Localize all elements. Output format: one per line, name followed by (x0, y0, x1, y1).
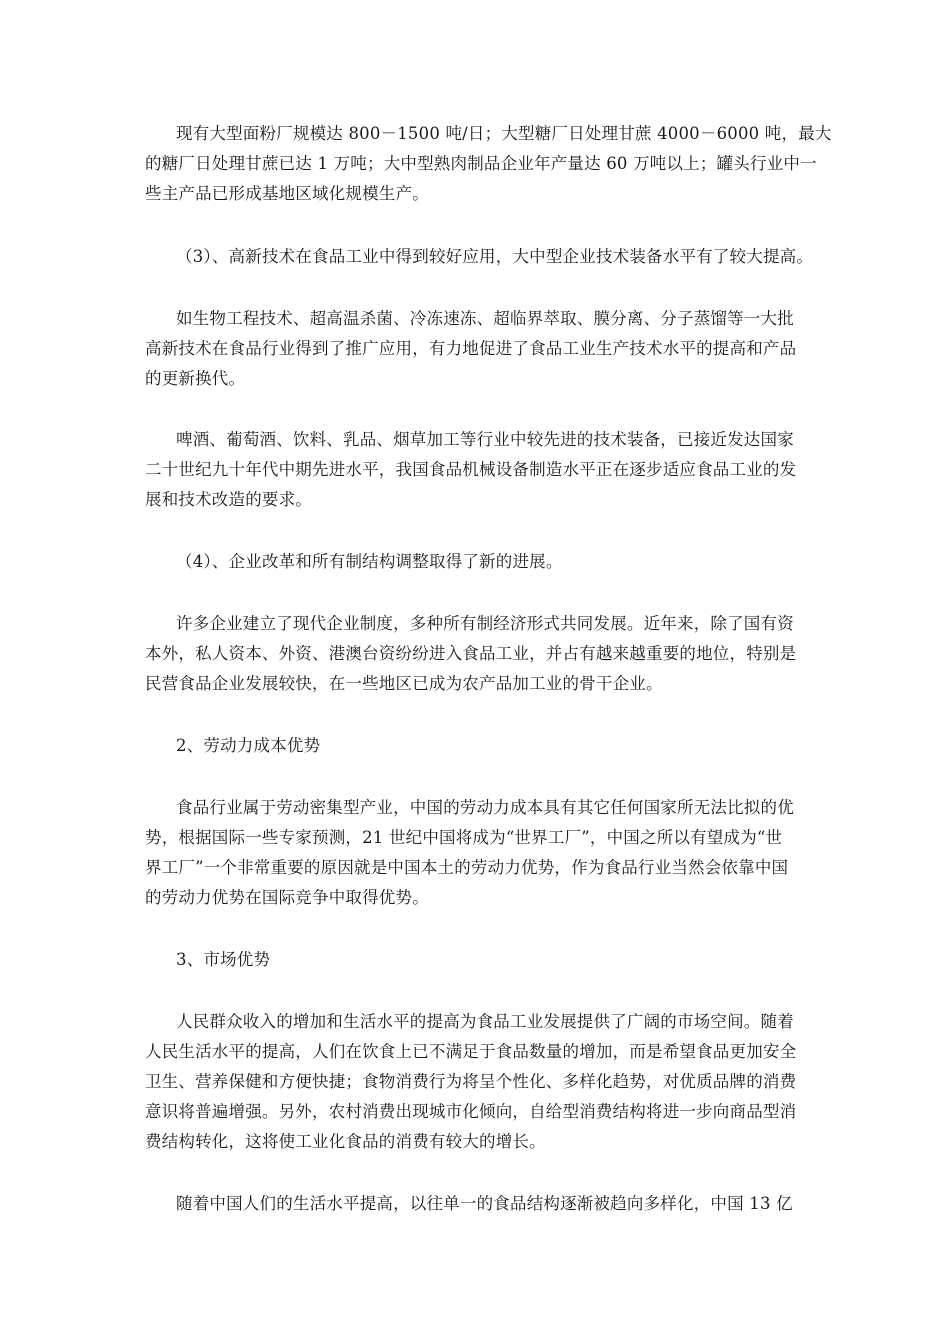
paragraph-line: 人民生活水平的提高，人们在饮食上已不满足于食品数量的增加，而是希望食品更加安全 (145, 1042, 797, 1061)
paragraph-line: 本外，私人资本、外资、港澳台资纷纷进入食品工业，并占有越来越重要的地位，特别是 (145, 644, 797, 663)
paragraph-line: 的劳动力优势在国际竞争中取得优势。 (145, 888, 429, 907)
paragraph-line: 二十世纪九十年代中期先进水平，我国食品机械设备制造水平正在逐步适应食品工业的发 (145, 460, 797, 479)
section-heading: （4）、企业改革和所有制结构调整取得了新的进展。 (176, 552, 563, 571)
paragraph-line: 卫生、营养保健和方便快捷；食物消费行为将呈个性化、多样化趋势，对优质品牌的消费 (145, 1072, 797, 1091)
section-heading: 3、市场优势 (176, 950, 271, 969)
paragraph-line: 如生物工程技术、超高温杀菌、冷冻速冻、超临界萃取、膜分离、分子蒸馏等一大批 (176, 309, 794, 328)
section-heading: （3）、高新技术在食品工业中得到较好应用，大中型企业技术装备水平有了较大提高。 (176, 247, 814, 266)
paragraph-line: 的糖厂日处理甘蔗已达 1 万吨；大中型熟肉制品企业年产量达 60 万吨以上；罐头行业中一 (145, 154, 817, 173)
paragraph-line: 许多企业建立了现代企业制度，多种所有制经济形式共同发展。近年来，除了国有资 (176, 614, 794, 633)
paragraph-line: 现有大型面粉厂规模达 800－1500 吨/日；大型糖厂日处理甘蔗 4000－6000 吨，最大 (176, 124, 832, 143)
paragraph-line: 意识将普遍增强。另外，农村消费出现城市化倾向，自给型消费结构将进一步向商品型消 (145, 1102, 797, 1121)
paragraph-line: 势，根据国际一些专家预测，21 世纪中国将成为“世界工厂”，中国之所以有望成为“世 (145, 828, 783, 847)
paragraph-line: 的更新换代。 (145, 369, 246, 388)
paragraph-line: 啤酒、葡萄酒、饮料、乳品、烟草加工等行业中较先进的技术装备，已接近发达国家 (176, 430, 794, 449)
paragraph-line: 民营食品企业发展较快，在一些地区已成为农产品加工业的骨干企业。 (145, 674, 663, 693)
paragraph-line: 高新技术在食品行业得到了推广应用，有力地促进了食品工业生产技术水平的提高和产品 (145, 339, 797, 358)
paragraph-line: 食品行业属于劳动密集型产业，中国的劳动力成本具有其它任何国家所无法比拟的优 (176, 798, 794, 817)
paragraph-line: 人民群众收入的增加和生活水平的提高为食品工业发展提供了广阔的市场空间。随着 (176, 1012, 794, 1031)
paragraph-line: 界工厂”一个非常重要的原因就是中国本土的劳动力优势，作为食品行业当然会依靠中国 (145, 858, 789, 877)
paragraph-line: 随着中国人们的生活水平提高，以往单一的食品结构逐渐被趋向多样化，中国 13 亿 (176, 1194, 793, 1213)
paragraph-line: 费结构转化，这将使工业化食品的消费有较大的增长。 (145, 1132, 546, 1151)
paragraph-line: 些主产品已形成基地区域化规模生产。 (145, 184, 429, 203)
section-heading: 2、劳动力成本优势 (176, 736, 321, 755)
paragraph-line: 展和技术改造的要求。 (145, 490, 312, 509)
